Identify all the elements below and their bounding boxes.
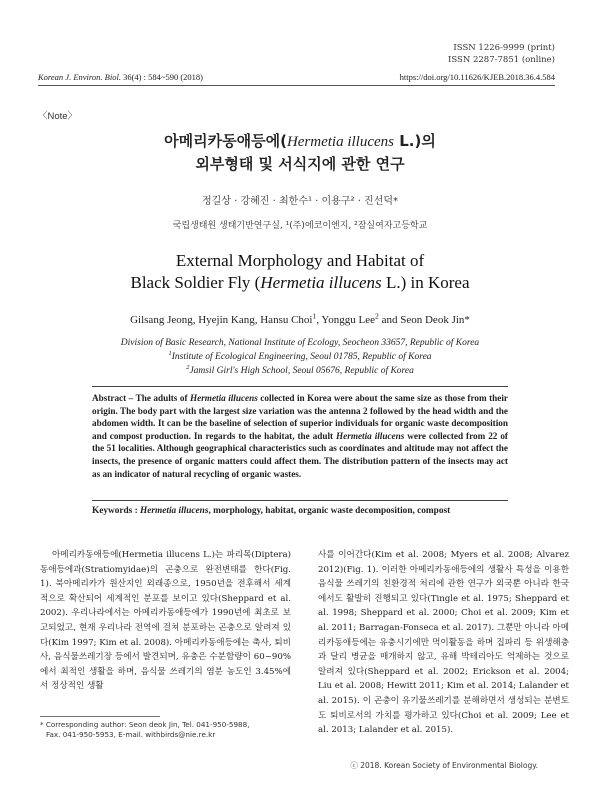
english-title-species: Hermetia illucens	[260, 273, 382, 292]
english-authors	[0, 311, 600, 326]
abstract-dash: –	[126, 393, 136, 403]
author-list-a: Gilsang Jeong, Hyejin Kang, Hansu Choi	[130, 314, 313, 326]
affil-2-mark: 1	[168, 349, 172, 357]
korean-affiliations: 국립생태원 생태기반연구실, ¹(주)에코이엔지, ²잠실여자고등학교	[172, 221, 428, 231]
article-type: 〈Note〉	[38, 111, 78, 122]
issn-online: ISSN 2287-7851 (online)	[448, 55, 555, 65]
korean-title	[0, 130, 600, 175]
copyright: ⓒ 2018. Korean Society of Environmental Biology.	[350, 761, 538, 770]
issn-print: ISSN 1226-9999 (print)	[453, 43, 555, 53]
korean-title-post: L.)의	[394, 132, 436, 150]
journal-citation	[38, 72, 203, 82]
affiliation-3: Jamsil Girl's High School, Seoul 05676, Republic of Korea	[189, 366, 414, 376]
abstract	[92, 392, 508, 480]
abstract-text-2: collected in Korea were about the same size as those from their origin. The body part with the largest size variation was the antenna 2 followed by the head width and the abdomen width. It can be the baseline of selection of superior individuals for organic waste decomposition and compost production. In regards to the habitat, the adult	[92, 393, 508, 441]
body-paragraph-left: 아메리카동애등에(Hermetia illucens L.)는 파리목(Diptera) 동애등에과(Stratiomyidae)의 곤충으로 완전변태를 한다(Fig. 1). 북아메리카가 원산지인 외래종으로, 1950년을 전후해서 세계적으로 확산되어 세계적인 분포를 보이고 있다(Sheppard et al. 2002). 우리나라에서는 아메리카동애등에가 1990년에 최초로 보고되었고, 현재 우리나라 전역에 걸쳐 분포하는 곤충으로 알려져 있다(Kim 1997; Kim et al. 2008). 아메리카동애등에는 축사, 퇴비사, 음식물쓰레기장 등에서 발견되며, 유충은 수분함량이 60~90%에서 최적인 생활을 하며, 음식물 쓰레기의 염분 농도인 3.45%에서 정상적인 생활	[40, 550, 291, 692]
body-column-right	[318, 548, 569, 738]
doi-link[interactable]: https://doi.org/10.11626/KJEB.2018.36.4.584	[399, 72, 555, 82]
keywords-rest: , morphology, habitat, organic waste decomposition, compost	[208, 506, 451, 516]
footnote-line-2: Fax. 041-950-5953, E-mail. withbirds@nie.re.kr	[46, 730, 216, 739]
issn-block	[448, 42, 555, 66]
corresponding-footnote	[40, 720, 249, 740]
english-affiliations	[0, 336, 600, 378]
running-header	[38, 72, 555, 82]
affiliation-2: Institute of Ecological Engineering, Seoul 01785, Republic of Korea	[171, 352, 432, 362]
journal-issue: 36(4) : 584~590 (2018)	[123, 72, 203, 82]
abstract-species-2: Hermetia illucens	[336, 430, 405, 441]
abstract-label: Abstract	[92, 393, 127, 403]
affil-mark-2: 2	[375, 311, 379, 321]
english-title	[0, 250, 600, 294]
affil-mark-1: 1	[312, 311, 317, 321]
korean-title-pre: 아메리카동애등에(	[164, 132, 287, 150]
header-rule	[38, 85, 555, 86]
abstract-text-3: were collected from 22 of the 51 localities. Although geographical characteristics such as coordinates and altitude may not affect the insects, the presence of organic matters could affect them. The distribution pattern of the insects may act as an indicator of natural recycling of organic wastes.	[92, 430, 508, 479]
abstract-species-1: Hermetia illucens	[190, 393, 258, 403]
abstract-text-1: The adults of	[135, 393, 190, 403]
abstract-top-rule	[92, 386, 508, 387]
keywords	[92, 506, 508, 516]
english-title-post: L.) in Korea	[381, 273, 470, 292]
keywords-label: Keywords :	[92, 506, 141, 516]
affiliation-1: Division of Basic Research, National Institute of Ecology, Seocheon 33657, Republic of Korea	[120, 338, 480, 348]
korean-authors: 정길상 · 강혜진 · 최한수¹ · 이용구² · 진선덕*	[201, 196, 399, 207]
journal-name: Korean J. Environ. Biol.	[38, 72, 121, 82]
footnote-rule	[40, 716, 160, 717]
body-paragraph-right: 사를 이어간다(Kim et al. 2008; Myers et al. 2008; Alvarez 2012)(Fig. 1). 이러한 아메리카동애등에의 생활사 특성을 이용한 음식물 쓰레기의 친환경적 처리에 관한 연구가 외국뿐 아니라 한국에서도 활발히 진행되고 있다(Tingle et al. 1975; Sheppard et al. 1998; Sheppard et al. 2000; Choi et al. 2009; Kim et al. 2011; Barragan-Fonseca et al. 2017). 그뿐만 아니라 아메리카동애등에는 유충시기에만 먹이활동을 하며 집파리 등 위생해충과 달리 병균을 매개하지 않고, 유해 박테리아도 억제하는 것으로 알려져 있다(Sheppard et al. 2002; Erickson et al. 2004; Liu et al. 2008; Hewitt 2011; Kim et al. 2014; Lalander et al. 2015). 이 곤충이 유기물쓰레기를 분해하면서 생성되는 분변토도 퇴비로서의 가치를 평가하고 있다(Choi et al. 2009; Lee et al. 2013; Lalander et al. 2015).	[318, 550, 570, 736]
affil-3-mark: 2	[186, 363, 190, 371]
abstract-bottom-rule	[92, 500, 508, 501]
footnote-line-1: * Corresponding author: Seon deok Jin, Tel. 041-950-5988,	[40, 720, 250, 729]
english-title-pre: Black Soldier Fly (	[130, 273, 261, 292]
author-list-b: , Yonggu Lee	[316, 314, 376, 326]
korean-title-line2: 외부형태 및 서식지에 관한 연구	[195, 155, 405, 173]
author-list-c: and Seon Deok Jin*	[378, 314, 470, 326]
korean-title-species: Hermetia illucens	[286, 134, 394, 150]
body-column-left	[40, 548, 291, 694]
keywords-species: Hermetia illucens	[140, 506, 209, 516]
english-title-line1: External Morphology and Habitat of	[175, 251, 425, 270]
